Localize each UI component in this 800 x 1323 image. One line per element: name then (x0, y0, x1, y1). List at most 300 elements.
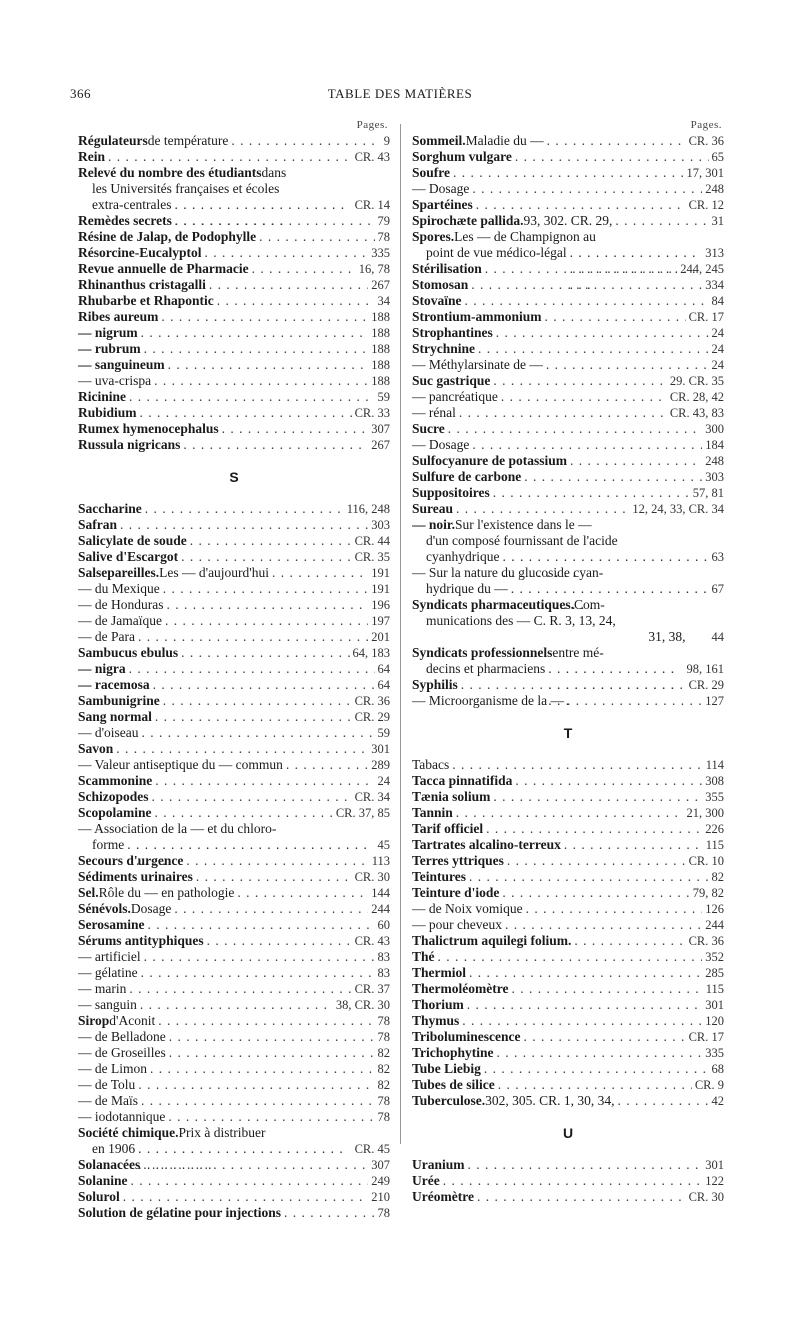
page-reference: CR. 44 (354, 534, 390, 548)
index-entry (412, 197, 724, 213)
index-entry (78, 661, 390, 677)
page-reference: 196 (371, 598, 390, 612)
page-header (70, 86, 730, 108)
index-entry (78, 725, 390, 741)
page-reference: 116, 248 (346, 502, 390, 516)
index-entry (412, 133, 724, 149)
entry-term: — rubrum (78, 341, 141, 356)
entry-term: — rénal (412, 405, 456, 420)
page-reference: 352 (705, 950, 724, 964)
index-entry (78, 965, 390, 981)
page-reference: 82 (377, 1046, 390, 1060)
dot-leader (485, 261, 678, 277)
index-entry (412, 789, 724, 805)
page-reference: 29. CR. 35 (669, 374, 724, 388)
index-entry (412, 469, 724, 485)
dot-leader (169, 1029, 375, 1045)
entry-term: Solution de gélatine pour injections (78, 1205, 282, 1220)
page-reference: 64 (377, 678, 390, 692)
index-entry (78, 901, 390, 917)
index-entry (412, 501, 724, 517)
continuation-text: hydrique du — (426, 581, 508, 596)
entry-term: Spores. (412, 229, 455, 244)
index-entry (78, 933, 390, 949)
dot-leader (138, 1077, 374, 1093)
entry-term: Stérilisation (412, 261, 482, 276)
entry-continuation (78, 181, 390, 197)
dot-leader (493, 789, 702, 805)
index-entry (412, 1157, 724, 1173)
entry-term: Soufre (412, 165, 451, 180)
pages-label: Pages. (690, 119, 722, 131)
index-column-left (78, 117, 390, 1221)
index-entry (412, 773, 724, 789)
page-reference: 82 (377, 1062, 390, 1076)
page-reference: CR. 17 (688, 310, 724, 324)
index-entry (78, 293, 390, 309)
entry-term: Safran (78, 517, 118, 532)
entry-term: Schizopodes (78, 789, 149, 804)
entry-term: Strontium-ammonium (412, 309, 542, 324)
dot-leader (168, 357, 369, 373)
page-reference: 65 (711, 150, 724, 164)
entry-term: Sambucus ebulus (78, 645, 179, 660)
index-entry (78, 741, 390, 757)
page-reference: CR. 34 (354, 790, 390, 804)
dot-leader (155, 805, 333, 821)
entry-continuation (78, 197, 390, 213)
index-entry (412, 837, 724, 853)
entry-term: — Sur la nature du glucoside cyan- (412, 565, 604, 580)
dot-leader (456, 501, 629, 517)
page-reference: 82 (377, 1078, 390, 1092)
entry-term: Scopolamine (78, 805, 152, 820)
index-entry (78, 165, 390, 181)
entry-term: Tubes de silice (412, 1077, 495, 1092)
page-reference: 188 (371, 326, 390, 340)
index-entry (412, 1189, 724, 1205)
index-entry (412, 517, 724, 533)
index-entry (412, 853, 724, 869)
section-spacer (412, 1109, 724, 1125)
page-reference: 248 (705, 182, 724, 196)
entry-continuation (78, 1141, 390, 1157)
index-entry (412, 437, 724, 453)
entry-term: Salicylate de soude (78, 533, 187, 548)
page-reference: CR. 37 (354, 982, 390, 996)
entry-term: Secours d'urgence (78, 853, 184, 868)
index-entry (78, 757, 390, 773)
dot-leader (190, 533, 352, 549)
entry-term: Thermoléomètre (412, 981, 509, 996)
index-entry (412, 149, 724, 165)
dot-leader (462, 1013, 702, 1029)
section-heading: S (229, 469, 239, 485)
entry-term: Remèdes secrets (78, 213, 172, 228)
dot-leader (476, 197, 686, 213)
entry-term: Suc gastrique (412, 373, 491, 388)
dot-leader (181, 549, 351, 565)
page-reference: 267 (371, 438, 390, 452)
page-reference: CR. 12 (688, 198, 724, 212)
index-entry (78, 229, 390, 245)
index-entry (412, 1013, 724, 1029)
continuation-text: point de vue médico-légal (426, 245, 567, 260)
page-reference: 63 (711, 550, 724, 564)
entry-term: Suppositoires (412, 485, 490, 500)
index-entry (78, 597, 390, 613)
dot-leader (545, 309, 686, 325)
page-reference: CR. 33 (354, 406, 390, 420)
dot-leader (465, 293, 709, 309)
entry-term: Régulateurs (78, 133, 148, 148)
entry-continuation (412, 549, 724, 565)
entry-term: Teinture d'iode (412, 885, 500, 900)
entry-term: Spartéines (412, 197, 473, 212)
page-reference: 38, CR. 30 (335, 998, 390, 1012)
page-reference: 197 (371, 614, 390, 628)
dot-leader (205, 245, 369, 261)
page-reference: CR. 37, 85 (335, 806, 390, 820)
entry-term: Revue annuelle de Pharmacie (78, 261, 249, 276)
continuation-text: d'un composé fournissant de l'acide (426, 533, 618, 548)
index-entry (412, 1077, 724, 1093)
index-entry (412, 981, 724, 997)
index-entry (412, 757, 724, 773)
index-entry (78, 405, 390, 421)
index-entry (78, 821, 390, 837)
entry-term: Stovaïne (412, 293, 462, 308)
index-entry (412, 677, 724, 693)
entry-term: — nigra (78, 661, 126, 676)
index-entry (412, 261, 724, 277)
page-reference: CR. 10 (688, 854, 724, 868)
page-reference: 21, 300 (686, 806, 724, 820)
index-entry (78, 805, 390, 821)
dot-leader (438, 949, 703, 965)
page-reference: CR. 30 (688, 1190, 724, 1204)
page-reference: CR. 9 (694, 1078, 724, 1092)
section-heading: U (562, 1125, 574, 1141)
page-reference: 201 (371, 630, 390, 644)
page-reference: 12, 24, 33, CR. 34 (632, 502, 724, 516)
page-reference: 226 (705, 822, 724, 836)
index-entry (412, 309, 724, 325)
index-entry (78, 309, 390, 325)
index-entry (78, 1109, 390, 1125)
dot-leader (252, 261, 356, 277)
page-reference: CR. 43, 83 (669, 406, 724, 420)
dot-leader (155, 709, 352, 725)
entry-term: Russula nigricans (78, 437, 181, 452)
page-reference: 68 (711, 1062, 724, 1076)
entry-term: Trichophytine (412, 1045, 494, 1060)
page-reference: 335 (371, 246, 390, 260)
index-entry (78, 1029, 390, 1045)
page-reference: 285 (705, 966, 724, 980)
entry-term: Serosamine (78, 917, 145, 932)
dot-leader (148, 917, 375, 933)
index-entry (412, 1173, 724, 1189)
page-reference: 244 (705, 918, 724, 932)
page-reference: 24 (377, 774, 390, 788)
entry-term: Salive d'Escargot (78, 549, 179, 564)
dot-leader (141, 965, 375, 981)
dot-leader (498, 1077, 692, 1093)
entry-continuation (412, 533, 724, 549)
dot-leader (469, 965, 702, 981)
entry-term: Strophantines (412, 325, 493, 340)
page-reference: 188 (371, 310, 390, 324)
entry-term: Uréomètre (412, 1189, 474, 1204)
page-reference: 84 (711, 294, 724, 308)
dot-leader (502, 885, 689, 901)
dot-leader (493, 373, 666, 389)
page-reference: 188 (371, 358, 390, 372)
index-entry (78, 565, 390, 581)
page-reference: CR. 17 (688, 1030, 724, 1044)
dot-leader (505, 917, 702, 933)
page-reference: 79, 82 (692, 886, 724, 900)
index-entry (78, 1045, 390, 1061)
dot-leader (183, 437, 368, 453)
page-reference: 115 (705, 982, 724, 996)
dot-leader (165, 613, 368, 629)
dot-leader (138, 629, 368, 645)
entry-term: Tarif officiel (412, 821, 484, 836)
entry-qualifier: Com- (574, 597, 605, 612)
entry-qualifier: 93, 302. CR. 29, (523, 213, 613, 228)
entry-term: — pour cheveux (412, 917, 502, 932)
dot-leader (169, 1045, 375, 1061)
section-spacer (412, 709, 724, 725)
dot-leader (286, 757, 368, 773)
page-reference: 34 (377, 294, 390, 308)
dot-leader (129, 661, 375, 677)
dot-leader (448, 421, 703, 437)
index-entry (78, 549, 390, 565)
dot-leader (501, 389, 667, 405)
entry-term: Tartrates alcalino-terreux (412, 837, 561, 852)
entry-term: Tabacs (412, 757, 450, 772)
page-reference: CR. 43 (354, 934, 390, 948)
index-entry (78, 149, 390, 165)
page-reference: 355 (705, 790, 724, 804)
entry-term: Relevé du nombre des étudiants (78, 165, 262, 180)
index-entry (78, 885, 390, 901)
entry-term: Solurol (78, 1189, 120, 1204)
index-list-left (78, 133, 390, 1221)
dot-leader (141, 325, 369, 341)
dot-leader (158, 1013, 374, 1029)
entry-continuation (412, 613, 724, 629)
index-entry (78, 645, 390, 661)
page-reference: 78 (377, 230, 390, 244)
entry-term: Rhubarbe et Rhapontic (78, 293, 214, 308)
page-reference: 42 (711, 1094, 724, 1108)
page-reference: 83 (377, 950, 390, 964)
index-entry (78, 677, 390, 693)
dot-leader (196, 869, 352, 885)
page-reference: 59 (377, 390, 390, 404)
page-reference: 83 (377, 966, 390, 980)
entry-term: Rhinanthus cristagalli (78, 277, 206, 292)
dot-leader (453, 165, 683, 181)
index-entry (412, 821, 724, 837)
index-entry (78, 629, 390, 645)
dot-leader (144, 341, 369, 357)
index-entry (412, 421, 724, 437)
continuation-text: les Universités françaises et écoles (92, 181, 280, 196)
dot-leader (574, 933, 685, 949)
entry-term: Thalictrum aquilegi folium. (412, 933, 572, 948)
index-entry (78, 261, 390, 277)
entry-qualifier: Les — d'aujourd'hui (159, 565, 269, 580)
entry-term: Sulfure de carbone (412, 469, 522, 484)
entry-term: Ricinine (78, 389, 127, 404)
dot-leader (515, 149, 709, 165)
index-entry (412, 869, 724, 885)
page-reference: 78 (377, 1014, 390, 1028)
page-reference: 289 (371, 758, 390, 772)
index-entry (412, 965, 724, 981)
entry-term: Tannin (412, 805, 453, 820)
index-entry (412, 949, 724, 965)
dot-leader (511, 981, 702, 997)
index-entry (78, 869, 390, 885)
entry-continuation (412, 245, 724, 261)
index-entry (412, 373, 724, 389)
pages-label: Pages. (356, 119, 388, 131)
page-reference: 82 (711, 870, 724, 884)
dot-leader (472, 437, 702, 453)
page-reference: CR. 36 (688, 134, 724, 148)
page-reference: 59 (377, 726, 390, 740)
index-entry (412, 645, 724, 661)
dot-leader (155, 773, 374, 789)
entry-term: Syndicats pharmaceutiques. (412, 597, 575, 612)
entry-term: Sédiments urinaires (78, 869, 193, 884)
index-entry (78, 981, 390, 997)
entry-term: Rumex hymenocephalus (78, 421, 219, 436)
index-entry (412, 997, 724, 1013)
page-reference: 300 (705, 422, 724, 436)
page-reference: 114 (705, 758, 724, 772)
page-reference: 301 (371, 742, 390, 756)
page-reference: 24 (711, 342, 724, 356)
section-spacer (412, 1141, 724, 1157)
dot-leader (163, 693, 352, 709)
page-reference: 115 (705, 838, 724, 852)
entry-term: Rubidium (78, 405, 137, 420)
dot-leader (467, 997, 702, 1013)
entry-term: Sel. (78, 885, 99, 900)
dot-leader (141, 1093, 375, 1109)
index-entry (78, 1093, 390, 1109)
entry-term: Ribes aureum (78, 309, 159, 324)
column-divider (400, 124, 401, 1144)
index-entry (78, 1077, 390, 1093)
index-entry (78, 613, 390, 629)
entry-term: — de Jamaïque (78, 613, 162, 628)
index-entry (78, 277, 390, 293)
index-entry (412, 213, 724, 229)
entry-term: Tænia solium (412, 789, 491, 804)
entry-qualifier: Maladie du — (465, 133, 544, 148)
index-entry (412, 229, 724, 245)
page-reference: CR. 35 (354, 550, 390, 564)
index-entry (78, 1013, 390, 1029)
entry-term: — noir. (412, 517, 456, 532)
index-entry (78, 949, 390, 965)
dot-leader (181, 645, 349, 661)
entry-term: — gélatine (78, 965, 138, 980)
entry-term: — de Honduras (78, 597, 164, 612)
page-reference: 249 (371, 1174, 390, 1188)
continuation-text: 31, 38, (648, 629, 686, 644)
entry-term: Sang normal (78, 709, 152, 724)
dot-leader (174, 901, 368, 917)
dot-leader (217, 293, 375, 309)
dot-leader (150, 1061, 375, 1077)
index-entry (412, 901, 724, 917)
index-entry (78, 789, 390, 805)
entry-term: Sulfocyanure de potassium (412, 453, 568, 468)
dot-leader (469, 869, 708, 885)
index-entry (412, 293, 724, 309)
dot-leader (456, 805, 684, 821)
index-entry (78, 709, 390, 725)
index-entry (78, 1125, 390, 1141)
entry-term: Triboluminescence (412, 1029, 521, 1044)
dot-leader (493, 485, 690, 501)
index-entry (412, 885, 724, 901)
dot-leader (615, 213, 708, 229)
page-reference: 64 (377, 662, 390, 676)
section-spacer (78, 485, 390, 501)
index-entry (78, 997, 390, 1013)
entry-term: Résorcine-Eucalyptol (78, 245, 202, 260)
page-reference: 78 (377, 1110, 390, 1124)
dot-leader (524, 1029, 686, 1045)
dot-leader (526, 901, 703, 917)
page-reference: 16, 78 (358, 262, 390, 276)
index-entry (78, 389, 390, 405)
index-entry (78, 533, 390, 549)
page-reference: 191 (371, 582, 390, 596)
dot-leader (209, 277, 368, 293)
entry-term: — Valeur antiseptique du — commun (78, 757, 283, 772)
dot-leader (142, 725, 375, 741)
section-spacer (78, 453, 390, 469)
dot-leader (477, 1189, 686, 1205)
entry-term: Thorium (412, 997, 464, 1012)
page-reference: 267 (371, 278, 390, 292)
dot-leader (120, 517, 368, 533)
index-entry (412, 325, 724, 341)
entry-term: Teintures (412, 869, 467, 884)
index-entry (78, 245, 390, 261)
page-reference: 334 (705, 278, 724, 292)
entry-term: Rein (78, 149, 105, 164)
entry-term: — uva-crispa (78, 373, 152, 388)
page-reference: 248 (705, 454, 724, 468)
entry-term: Thermiol (412, 965, 466, 980)
index-entry (412, 453, 724, 469)
continuation-text: extra-centrales (92, 197, 172, 212)
entry-term: Tube Liebig (412, 1061, 481, 1076)
entry-term: — de Belladone (78, 1029, 166, 1044)
